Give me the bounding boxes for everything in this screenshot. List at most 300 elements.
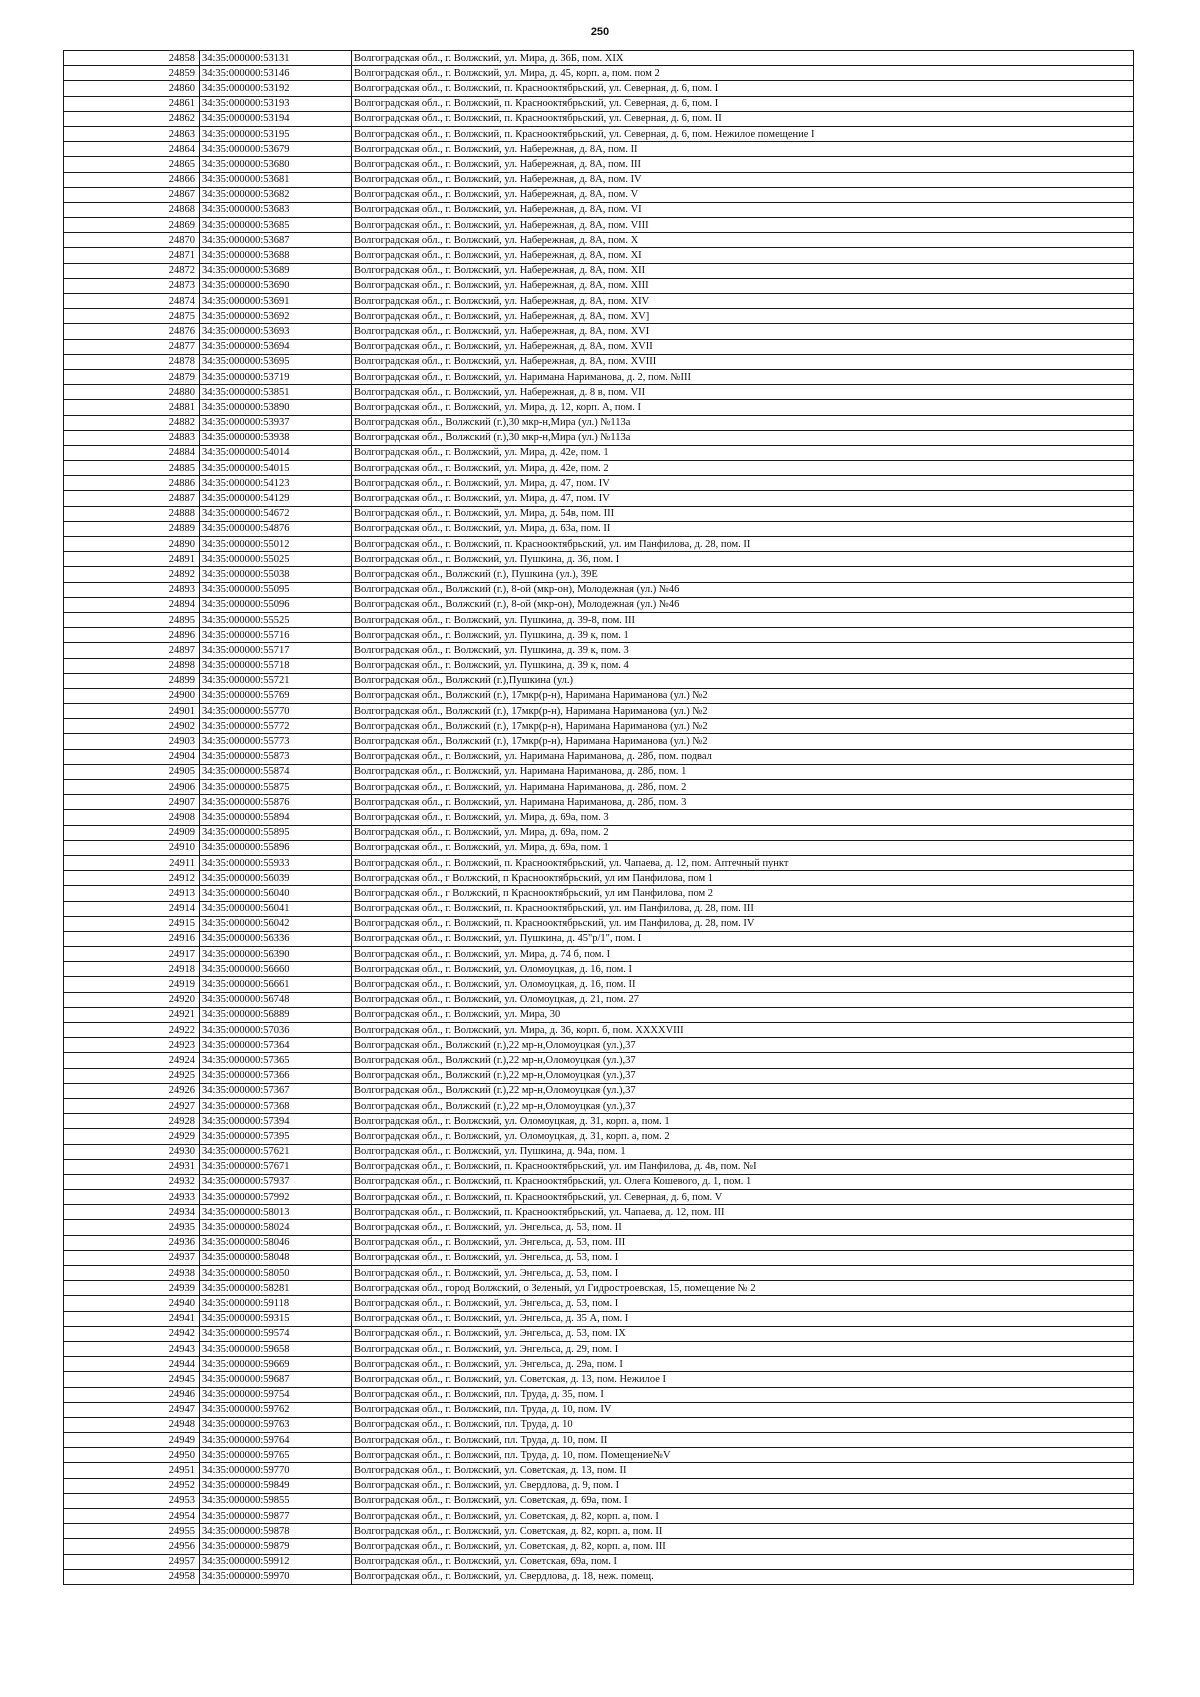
address: Волгоградская обл., город Волжский, о Зеленый, ул Гидростроевская, 15, помещение № 2 bbox=[352, 1281, 1134, 1296]
row-number: 24919 bbox=[64, 977, 200, 992]
cadastral-number: 34:35:000000:55874 bbox=[200, 764, 352, 779]
address: Волгоградская обл., г. Волжский, ул. Мира, д. 47, пом. IV bbox=[352, 476, 1134, 491]
cadastral-number: 34:35:000000:59765 bbox=[200, 1448, 352, 1463]
row-number: 24875 bbox=[64, 309, 200, 324]
cadastral-number: 34:35:000000:55894 bbox=[200, 810, 352, 825]
cadastral-number: 34:35:000000:53937 bbox=[200, 415, 352, 430]
row-number: 24866 bbox=[64, 172, 200, 187]
cadastral-number: 34:35:000000:56889 bbox=[200, 1007, 352, 1022]
address: Волгоградская обл., Волжский (г.),Пушкина (ул.) bbox=[352, 673, 1134, 688]
table-row bbox=[64, 506, 1134, 521]
row-number: 24905 bbox=[64, 764, 200, 779]
cadastral-number: 34:35:000000:57366 bbox=[200, 1068, 352, 1083]
cadastral-number: 34:35:000000:59658 bbox=[200, 1341, 352, 1356]
table-row bbox=[64, 552, 1134, 567]
address: Волгоградская обл., г. Волжский, ул. Наримана Нариманова, д. 28б, пом. 2 bbox=[352, 780, 1134, 795]
cadastral-number: 34:35:000000:57394 bbox=[200, 1114, 352, 1129]
cadastral-number: 34:35:000000:59763 bbox=[200, 1417, 352, 1432]
cadastral-number: 34:35:000000:55012 bbox=[200, 537, 352, 552]
cadastral-number: 34:35:000000:57992 bbox=[200, 1190, 352, 1205]
table-row bbox=[64, 278, 1134, 293]
table-row bbox=[64, 1159, 1134, 1174]
table-row bbox=[64, 537, 1134, 552]
address: Волгоградская обл., г. Волжский, ул. Советская, д. 69а, пом. I bbox=[352, 1493, 1134, 1508]
cadastral-number: 34:35:000000:53682 bbox=[200, 187, 352, 202]
address: Волгоградская обл., г. Волжский, п. Краснооктябрьский, ул. Северная, д. 6, пом. V bbox=[352, 1190, 1134, 1205]
cadastral-number: 34:35:000000:55025 bbox=[200, 552, 352, 567]
address: Волгоградская обл., г. Волжский, ул. Советская, д. 82, корп. а, пом. II bbox=[352, 1524, 1134, 1539]
row-number: 24900 bbox=[64, 688, 200, 703]
cadastral-number: 34:35:000000:57364 bbox=[200, 1038, 352, 1053]
address: Волгоградская обл., г. Волжский, ул. Набережная, д. 8А, пом. XVIII bbox=[352, 354, 1134, 369]
address: Волгоградская обл., Волжский (г.), 17мкр(р-н), Наримана Нариманова (ул.) №2 bbox=[352, 704, 1134, 719]
row-number: 24920 bbox=[64, 992, 200, 1007]
row-number: 24935 bbox=[64, 1220, 200, 1235]
cadastral-number: 34:35:000000:59849 bbox=[200, 1478, 352, 1493]
address: Волгоградская обл., г. Волжский, ул. Мира, д. 69а, пом. 1 bbox=[352, 840, 1134, 855]
row-number: 24910 bbox=[64, 840, 200, 855]
registry-table-body bbox=[64, 51, 1134, 1585]
address: Волгоградская обл., г. Волжский, ул. Мира, д. 69а, пом. 2 bbox=[352, 825, 1134, 840]
row-number: 24956 bbox=[64, 1539, 200, 1554]
cadastral-number: 34:35:000000:53690 bbox=[200, 278, 352, 293]
row-number: 24871 bbox=[64, 248, 200, 263]
address: Волгоградская обл., г. Волжский, ул. Советская, 69а, пом. I bbox=[352, 1554, 1134, 1569]
cadastral-number: 34:35:000000:53692 bbox=[200, 309, 352, 324]
row-number: 24886 bbox=[64, 476, 200, 491]
table-row bbox=[64, 1539, 1134, 1554]
cadastral-number: 34:35:000000:56041 bbox=[200, 901, 352, 916]
address: Волгоградская обл., г. Волжский, ул. Оломоуцкая, д. 16, пом. II bbox=[352, 977, 1134, 992]
cadastral-number: 34:35:000000:55873 bbox=[200, 749, 352, 764]
table-row bbox=[64, 369, 1134, 384]
address: Волгоградская обл., г Волжский, п Краснооктябрьский, ул им Панфилова, пом 1 bbox=[352, 871, 1134, 886]
table-row bbox=[64, 704, 1134, 719]
address: Волгоградская обл., г. Волжский, ул. Набережная, д. 8 в, пом. VII bbox=[352, 385, 1134, 400]
row-number: 24916 bbox=[64, 931, 200, 946]
table-row bbox=[64, 309, 1134, 324]
cadastral-number: 34:35:000000:59669 bbox=[200, 1357, 352, 1372]
address: Волгоградская обл., г. Волжский, п. Краснооктябрьский, ул. им Панфилова, д. 28, пом. III bbox=[352, 901, 1134, 916]
table-row bbox=[64, 111, 1134, 126]
cadastral-number: 34:35:000000:55875 bbox=[200, 780, 352, 795]
table-row bbox=[64, 1266, 1134, 1281]
address: Волгоградская обл., Волжский (г.),22 мр-н,Оломоуцкая (ул.),37 bbox=[352, 1068, 1134, 1083]
table-row bbox=[64, 977, 1134, 992]
cadastral-number: 34:35:000000:53680 bbox=[200, 157, 352, 172]
table-row bbox=[64, 916, 1134, 931]
address: Волгоградская обл., г. Волжский, ул. Свердлова, д. 18, неж. помещ. bbox=[352, 1569, 1134, 1584]
row-number: 24949 bbox=[64, 1433, 200, 1448]
address: Волгоградская обл., Волжский (г.),22 мр-н,Оломоуцкая (ул.),37 bbox=[352, 1083, 1134, 1098]
row-number: 24904 bbox=[64, 749, 200, 764]
address: Волгоградская обл., Волжский (г.),30 мкр-н,Мира (ул.) №113а bbox=[352, 430, 1134, 445]
address: Волгоградская обл., г. Волжский, ул. Наримана Нариманова, д. 28б, пом. 1 bbox=[352, 764, 1134, 779]
cadastral-number: 34:35:000000:55895 bbox=[200, 825, 352, 840]
table-row bbox=[64, 157, 1134, 172]
address: Волгоградская обл., г. Волжский, ул. Мира, д. 42е, пом. 2 bbox=[352, 461, 1134, 476]
cadastral-number: 34:35:000000:55773 bbox=[200, 734, 352, 749]
cadastral-number: 34:35:000000:53193 bbox=[200, 96, 352, 111]
table-row bbox=[64, 1129, 1134, 1144]
address: Волгоградская обл., г. Волжский, ул. Набережная, д. 8А, пом. XI bbox=[352, 248, 1134, 263]
cadastral-number: 34:35:000000:55038 bbox=[200, 567, 352, 582]
address: Волгоградская обл., г. Волжский, ул. Энгельса, д. 29а, пом. I bbox=[352, 1357, 1134, 1372]
cadastral-number: 34:35:000000:53719 bbox=[200, 369, 352, 384]
table-row bbox=[64, 294, 1134, 309]
table-row bbox=[64, 445, 1134, 460]
table-row bbox=[64, 1448, 1134, 1463]
cadastral-number: 34:35:000000:53679 bbox=[200, 142, 352, 157]
cadastral-number: 34:35:000000:58046 bbox=[200, 1235, 352, 1250]
table-row bbox=[64, 840, 1134, 855]
cadastral-number: 34:35:000000:58050 bbox=[200, 1266, 352, 1281]
row-number: 24859 bbox=[64, 66, 200, 81]
table-row bbox=[64, 1250, 1134, 1265]
table-row bbox=[64, 597, 1134, 612]
address: Волгоградская обл., г. Волжский, п. Краснооктябрьский, ул. им Панфилова, д. 28, пом. II bbox=[352, 537, 1134, 552]
cadastral-number: 34:35:000000:54672 bbox=[200, 506, 352, 521]
cadastral-number: 34:35:000000:57367 bbox=[200, 1083, 352, 1098]
cadastral-number: 34:35:000000:56748 bbox=[200, 992, 352, 1007]
table-row bbox=[64, 400, 1134, 415]
address: Волгоградская обл., г. Волжский, ул. Мира, д. 54в, пом. III bbox=[352, 506, 1134, 521]
address: Волгоградская обл., г. Волжский, ул. Мира, д. 36Б, пом. XIX bbox=[352, 51, 1134, 66]
address: Волгоградская обл., г. Волжский, п. Краснооктябрьский, ул. Северная, д. 6, пом. Нежилое помещение I bbox=[352, 126, 1134, 141]
address: Волгоградская обл., г. Волжский, ул. Пушкина, д. 94а, пом. 1 bbox=[352, 1144, 1134, 1159]
row-number: 24860 bbox=[64, 81, 200, 96]
cadastral-number: 34:35:000000:55896 bbox=[200, 840, 352, 855]
row-number: 24913 bbox=[64, 886, 200, 901]
table-row bbox=[64, 324, 1134, 339]
address: Волгоградская обл., Волжский (г.),22 мр-н,Оломоуцкая (ул.),37 bbox=[352, 1098, 1134, 1113]
address: Волгоградская обл., г. Волжский, ул. Мира, д. 63а, пом. II bbox=[352, 521, 1134, 536]
table-row bbox=[64, 810, 1134, 825]
table-row bbox=[64, 491, 1134, 506]
address: Волгоградская обл., г. Волжский, ул. Энгельса, д. 53, пом. IX bbox=[352, 1326, 1134, 1341]
cadastral-number: 34:35:000000:59878 bbox=[200, 1524, 352, 1539]
table-row bbox=[64, 795, 1134, 810]
table-row bbox=[64, 1326, 1134, 1341]
row-number: 24903 bbox=[64, 734, 200, 749]
address: Волгоградская обл., г. Волжский, ул. Набережная, д. 8А, пом. V bbox=[352, 187, 1134, 202]
row-number: 24938 bbox=[64, 1266, 200, 1281]
cadastral-number: 34:35:000000:53938 bbox=[200, 430, 352, 445]
row-number: 24927 bbox=[64, 1098, 200, 1113]
row-number: 24892 bbox=[64, 567, 200, 582]
address: Волгоградская обл., Волжский (г.), Пушкина (ул.), 39Е bbox=[352, 567, 1134, 582]
row-number: 24923 bbox=[64, 1038, 200, 1053]
address: Волгоградская обл., г. Волжский, ул. Наримана Нариманова, д. 28б, пом. подвал bbox=[352, 749, 1134, 764]
row-number: 24939 bbox=[64, 1281, 200, 1296]
row-number: 24870 bbox=[64, 233, 200, 248]
address: Волгоградская обл., г. Волжский, ул. Пушкина, д. 36, пом. I bbox=[352, 552, 1134, 567]
row-number: 24953 bbox=[64, 1493, 200, 1508]
table-row bbox=[64, 1083, 1134, 1098]
row-number: 24858 bbox=[64, 51, 200, 66]
table-row bbox=[64, 142, 1134, 157]
row-number: 24932 bbox=[64, 1174, 200, 1189]
cadastral-number: 34:35:000000:55876 bbox=[200, 795, 352, 810]
cadastral-number: 34:35:000000:53685 bbox=[200, 218, 352, 233]
cadastral-number: 34:35:000000:59879 bbox=[200, 1539, 352, 1554]
cadastral-number: 34:35:000000:56039 bbox=[200, 871, 352, 886]
table-row bbox=[64, 476, 1134, 491]
address: Волгоградская обл., Волжский (г.), 17мкр(р-н), Наримана Нариманова (ул.) №2 bbox=[352, 734, 1134, 749]
table-row bbox=[64, 1554, 1134, 1569]
row-number: 24925 bbox=[64, 1068, 200, 1083]
row-number: 24946 bbox=[64, 1387, 200, 1402]
row-number: 24867 bbox=[64, 187, 200, 202]
table-row bbox=[64, 673, 1134, 688]
cadastral-number: 34:35:000000:59762 bbox=[200, 1402, 352, 1417]
cadastral-number: 34:35:000000:53681 bbox=[200, 172, 352, 187]
address: Волгоградская обл., г. Волжский, п. Краснооктябрьский, ул. Северная, д. 6, пом. II bbox=[352, 111, 1134, 126]
table-row bbox=[64, 202, 1134, 217]
address: Волгоградская обл., г. Волжский, ул. Оломоуцкая, д. 31, корп. а, пом. 2 bbox=[352, 1129, 1134, 1144]
address: Волгоградская обл., г. Волжский, ул. Свердлова, д. 9, пом. I bbox=[352, 1478, 1134, 1493]
row-number: 24899 bbox=[64, 673, 200, 688]
row-number: 24954 bbox=[64, 1509, 200, 1524]
row-number: 24894 bbox=[64, 597, 200, 612]
table-row bbox=[64, 218, 1134, 233]
address: Волгоградская обл., г. Волжский, ул. Пушкина, д. 39 к, пом. 1 bbox=[352, 628, 1134, 643]
cadastral-number: 34:35:000000:55096 bbox=[200, 597, 352, 612]
address: Волгоградская обл., г. Волжский, ул. Набережная, д. 8А, пом. XVI bbox=[352, 324, 1134, 339]
row-number: 24879 bbox=[64, 369, 200, 384]
cadastral-number: 34:35:000000:53131 bbox=[200, 51, 352, 66]
table-row bbox=[64, 962, 1134, 977]
table-row bbox=[64, 1402, 1134, 1417]
cadastral-number: 34:35:000000:54123 bbox=[200, 476, 352, 491]
row-number: 24921 bbox=[64, 1007, 200, 1022]
row-number: 24890 bbox=[64, 537, 200, 552]
cadastral-number: 34:35:000000:54876 bbox=[200, 521, 352, 536]
cadastral-number: 34:35:000000:57036 bbox=[200, 1023, 352, 1038]
table-row bbox=[64, 263, 1134, 278]
cadastral-number: 34:35:000000:53689 bbox=[200, 263, 352, 278]
table-row bbox=[64, 1038, 1134, 1053]
row-number: 24902 bbox=[64, 719, 200, 734]
cadastral-number: 34:35:000000:55716 bbox=[200, 628, 352, 643]
address: Волгоградская обл., г. Волжский, п. Краснооктябрьский, ул. Северная, д. 6, пом. I bbox=[352, 81, 1134, 96]
cadastral-number: 34:35:000000:56661 bbox=[200, 977, 352, 992]
table-row bbox=[64, 628, 1134, 643]
address: Волгоградская обл., г. Волжский, п. Краснооктябрьский, ул. Чапаева, д. 12, пом. III bbox=[352, 1205, 1134, 1220]
row-number: 24944 bbox=[64, 1357, 200, 1372]
page-number: 250 bbox=[590, 26, 610, 38]
cadastral-number: 34:35:000000:53195 bbox=[200, 126, 352, 141]
row-number: 24906 bbox=[64, 780, 200, 795]
table-row bbox=[64, 1068, 1134, 1083]
cadastral-number: 34:35:000000:54014 bbox=[200, 445, 352, 460]
table-row bbox=[64, 51, 1134, 66]
table-row bbox=[64, 96, 1134, 111]
address: Волгоградская обл., г. Волжский, ул. Советская, д. 82, корп. а, пом. III bbox=[352, 1539, 1134, 1554]
table-row bbox=[64, 688, 1134, 703]
address: Волгоградская обл., г. Волжский, пл. Труда, д. 35, пом. I bbox=[352, 1387, 1134, 1402]
row-number: 24891 bbox=[64, 552, 200, 567]
row-number: 24948 bbox=[64, 1417, 200, 1432]
row-number: 24865 bbox=[64, 157, 200, 172]
address: Волгоградская обл., г. Волжский, п. Краснооктябрьский, ул. Северная, д. 6, пом. I bbox=[352, 96, 1134, 111]
row-number: 24872 bbox=[64, 263, 200, 278]
cadastral-number: 34:35:000000:55718 bbox=[200, 658, 352, 673]
registry-table bbox=[63, 50, 1134, 1585]
row-number: 24907 bbox=[64, 795, 200, 810]
row-number: 24951 bbox=[64, 1463, 200, 1478]
row-number: 24878 bbox=[64, 354, 200, 369]
address: Волгоградская обл., г. Волжский, ул. Мира, д. 12, корп. А, пом. I bbox=[352, 400, 1134, 415]
cadastral-number: 34:35:000000:55933 bbox=[200, 855, 352, 870]
row-number: 24888 bbox=[64, 506, 200, 521]
address: Волгоградская обл., г. Волжский, ул. Набережная, д. 8А, пом. XII bbox=[352, 263, 1134, 278]
table-row bbox=[64, 931, 1134, 946]
address: Волгоградская обл., г. Волжский, ул. Мира, д. 69а, пом. 3 bbox=[352, 810, 1134, 825]
table-row bbox=[64, 1190, 1134, 1205]
row-number: 24929 bbox=[64, 1129, 200, 1144]
row-number: 24911 bbox=[64, 855, 200, 870]
table-row bbox=[64, 1387, 1134, 1402]
address: Волгоградская обл., г. Волжский, ул. Энгельса, д. 53, пом. I bbox=[352, 1296, 1134, 1311]
row-number: 24933 bbox=[64, 1190, 200, 1205]
address: Волгоградская обл., г. Волжский, ул. Набережная, д. 8А, пом. VIII bbox=[352, 218, 1134, 233]
table-row bbox=[64, 992, 1134, 1007]
table-row bbox=[64, 1220, 1134, 1235]
row-number: 24914 bbox=[64, 901, 200, 916]
row-number: 24936 bbox=[64, 1235, 200, 1250]
table-row bbox=[64, 1569, 1134, 1584]
address: Волгоградская обл., г. Волжский, ул. Набережная, д. 8А, пом. VI bbox=[352, 202, 1134, 217]
address: Волгоградская обл., г. Волжский, ул. Советская, д. 13, пом. Нежилое I bbox=[352, 1372, 1134, 1387]
row-number: 24863 bbox=[64, 126, 200, 141]
table-row bbox=[64, 1524, 1134, 1539]
row-number: 24942 bbox=[64, 1326, 200, 1341]
cadastral-number: 34:35:000000:59912 bbox=[200, 1554, 352, 1569]
cadastral-number: 34:35:000000:55525 bbox=[200, 612, 352, 627]
row-number: 24922 bbox=[64, 1023, 200, 1038]
table-row bbox=[64, 1281, 1134, 1296]
row-number: 24874 bbox=[64, 294, 200, 309]
cadastral-number: 34:35:000000:53890 bbox=[200, 400, 352, 415]
cadastral-number: 34:35:000000:53194 bbox=[200, 111, 352, 126]
address: Волгоградская обл., г. Волжский, ул. Набережная, д. 8А, пом. XIV bbox=[352, 294, 1134, 309]
row-number: 24930 bbox=[64, 1144, 200, 1159]
table-row bbox=[64, 415, 1134, 430]
address: Волгоградская обл., г. Волжский, п. Краснооктябрьский, ул. им Панфилова, д. 4в, пом. №I bbox=[352, 1159, 1134, 1174]
table-row bbox=[64, 780, 1134, 795]
row-number: 24915 bbox=[64, 916, 200, 931]
cadastral-number: 34:35:000000:56040 bbox=[200, 886, 352, 901]
cadastral-number: 34:35:000000:53693 bbox=[200, 324, 352, 339]
row-number: 24898 bbox=[64, 658, 200, 673]
row-number: 24880 bbox=[64, 385, 200, 400]
address: Волгоградская обл., г. Волжский, ул. Энгельса, д. 29, пом. I bbox=[352, 1341, 1134, 1356]
address: Волгоградская обл., г. Волжский, ул. Наримана Нариманова, д. 28б, пом. 3 bbox=[352, 795, 1134, 810]
address: Волгоградская обл., Волжский (г.),22 мр-н,Оломоуцкая (ул.),37 bbox=[352, 1053, 1134, 1068]
cadastral-number: 34:35:000000:57621 bbox=[200, 1144, 352, 1159]
table-row bbox=[64, 521, 1134, 536]
row-number: 24895 bbox=[64, 612, 200, 627]
address: Волгоградская обл., г. Волжский, ул. Мира, д. 45, корп. а, пом. пом 2 bbox=[352, 66, 1134, 81]
cadastral-number: 34:35:000000:59754 bbox=[200, 1387, 352, 1402]
address: Волгоградская обл., г. Волжский, ул. Советская, д. 82, корп. а, пом. I bbox=[352, 1509, 1134, 1524]
address: Волгоградская обл., г. Волжский, ул. Советская, д. 13, пом. II bbox=[352, 1463, 1134, 1478]
table-row bbox=[64, 855, 1134, 870]
table-row bbox=[64, 430, 1134, 445]
address: Волгоградская обл., г. Волжский, ул. Мира, д. 47, пом. IV bbox=[352, 491, 1134, 506]
cadastral-number: 34:35:000000:56660 bbox=[200, 962, 352, 977]
row-number: 24897 bbox=[64, 643, 200, 658]
row-number: 24882 bbox=[64, 415, 200, 430]
cadastral-number: 34:35:000000:53695 bbox=[200, 354, 352, 369]
address: Волгоградская обл., г. Волжский, п. Краснооктябрьский, ул. Чапаева, д. 12, пом. Аптечный пункт bbox=[352, 855, 1134, 870]
row-number: 24950 bbox=[64, 1448, 200, 1463]
row-number: 24924 bbox=[64, 1053, 200, 1068]
table-row bbox=[64, 248, 1134, 263]
cadastral-number: 34:35:000000:59770 bbox=[200, 1463, 352, 1478]
address: Волгоградская обл., г. Волжский, ул. Набережная, д. 8А, пом. III bbox=[352, 157, 1134, 172]
address: Волгоградская обл., г. Волжский, ул. Мира, д. 36, корп. б, пом. XXXXVIII bbox=[352, 1023, 1134, 1038]
address: Волгоградская обл., г. Волжский, ул. Набережная, д. 8А, пом. XIII bbox=[352, 278, 1134, 293]
row-number: 24957 bbox=[64, 1554, 200, 1569]
address: Волгоградская обл., г. Волжский, ул. Набережная, д. 8А, пом. XVII bbox=[352, 339, 1134, 354]
cadastral-number: 34:35:000000:57671 bbox=[200, 1159, 352, 1174]
cadastral-number: 34:35:000000:59687 bbox=[200, 1372, 352, 1387]
address: Волгоградская обл., г. Волжский, п. Краснооктябрьский, ул. им Панфилова, д. 28, пом. IV bbox=[352, 916, 1134, 931]
address: Волгоградская обл., Волжский (г.), 17мкр(р-н), Наримана Нариманова (ул.) №2 bbox=[352, 719, 1134, 734]
address: Волгоградская обл., г. Волжский, пл. Труда, д. 10, пом. Помещение№V bbox=[352, 1448, 1134, 1463]
table-row bbox=[64, 1007, 1134, 1022]
row-number: 24934 bbox=[64, 1205, 200, 1220]
cadastral-number: 34:35:000000:53851 bbox=[200, 385, 352, 400]
address: Волгоградская обл., г. Волжский, ул. Набережная, д. 8А, пом. XV] bbox=[352, 309, 1134, 324]
cadastral-number: 34:35:000000:57395 bbox=[200, 1129, 352, 1144]
address: Волгоградская обл., г. Волжский, п. Краснооктябрьский, ул. Олега Кошевого, д. 1, пом. 1 bbox=[352, 1174, 1134, 1189]
address: Волгоградская обл., Волжский (г.),22 мр-н,Оломоуцкая (ул.),37 bbox=[352, 1038, 1134, 1053]
cadastral-number: 34:35:000000:56336 bbox=[200, 931, 352, 946]
table-row bbox=[64, 126, 1134, 141]
address: Волгоградская обл., Волжский (г.), 8-ой (мкр-он), Молодежная (ул.) №46 bbox=[352, 597, 1134, 612]
address: Волгоградская обл., г. Волжский, ул. Набережная, д. 8А, пом. IV bbox=[352, 172, 1134, 187]
cadastral-number: 34:35:000000:59574 bbox=[200, 1326, 352, 1341]
address: Волгоградская обл., г. Волжский, ул. Оломоуцкая, д. 31, корп. а, пом. 1 bbox=[352, 1114, 1134, 1129]
table-row bbox=[64, 825, 1134, 840]
cadastral-number: 34:35:000000:53691 bbox=[200, 294, 352, 309]
table-row bbox=[64, 172, 1134, 187]
table-row bbox=[64, 901, 1134, 916]
address: Волгоградская обл., г. Волжский, ул. Пушкина, д. 45"р/1", пом. I bbox=[352, 931, 1134, 946]
address: Волгоградская обл., г. Волжский, ул. Мира, д. 74 б, пом. I bbox=[352, 947, 1134, 962]
table-row bbox=[64, 1493, 1134, 1508]
cadastral-number: 34:35:000000:59118 bbox=[200, 1296, 352, 1311]
row-number: 24958 bbox=[64, 1569, 200, 1584]
table-row bbox=[64, 734, 1134, 749]
row-number: 24887 bbox=[64, 491, 200, 506]
address: Волгоградская обл., г. Волжский, ул. Пушкина, д. 39 к, пом. 4 bbox=[352, 658, 1134, 673]
row-number: 24918 bbox=[64, 962, 200, 977]
table-row bbox=[64, 339, 1134, 354]
address: Волгоградская обл., г. Волжский, ул. Энгельса, д. 53, пом. I bbox=[352, 1266, 1134, 1281]
table-row bbox=[64, 187, 1134, 202]
table-row bbox=[64, 947, 1134, 962]
row-number: 24877 bbox=[64, 339, 200, 354]
table-row bbox=[64, 1235, 1134, 1250]
cadastral-number: 34:35:000000:59970 bbox=[200, 1569, 352, 1584]
cadastral-number: 34:35:000000:59877 bbox=[200, 1509, 352, 1524]
cadastral-number: 34:35:000000:55717 bbox=[200, 643, 352, 658]
address: Волгоградская обл., Волжский (г.), 17мкр(р-н), Наримана Нариманова (ул.) №2 bbox=[352, 688, 1134, 703]
